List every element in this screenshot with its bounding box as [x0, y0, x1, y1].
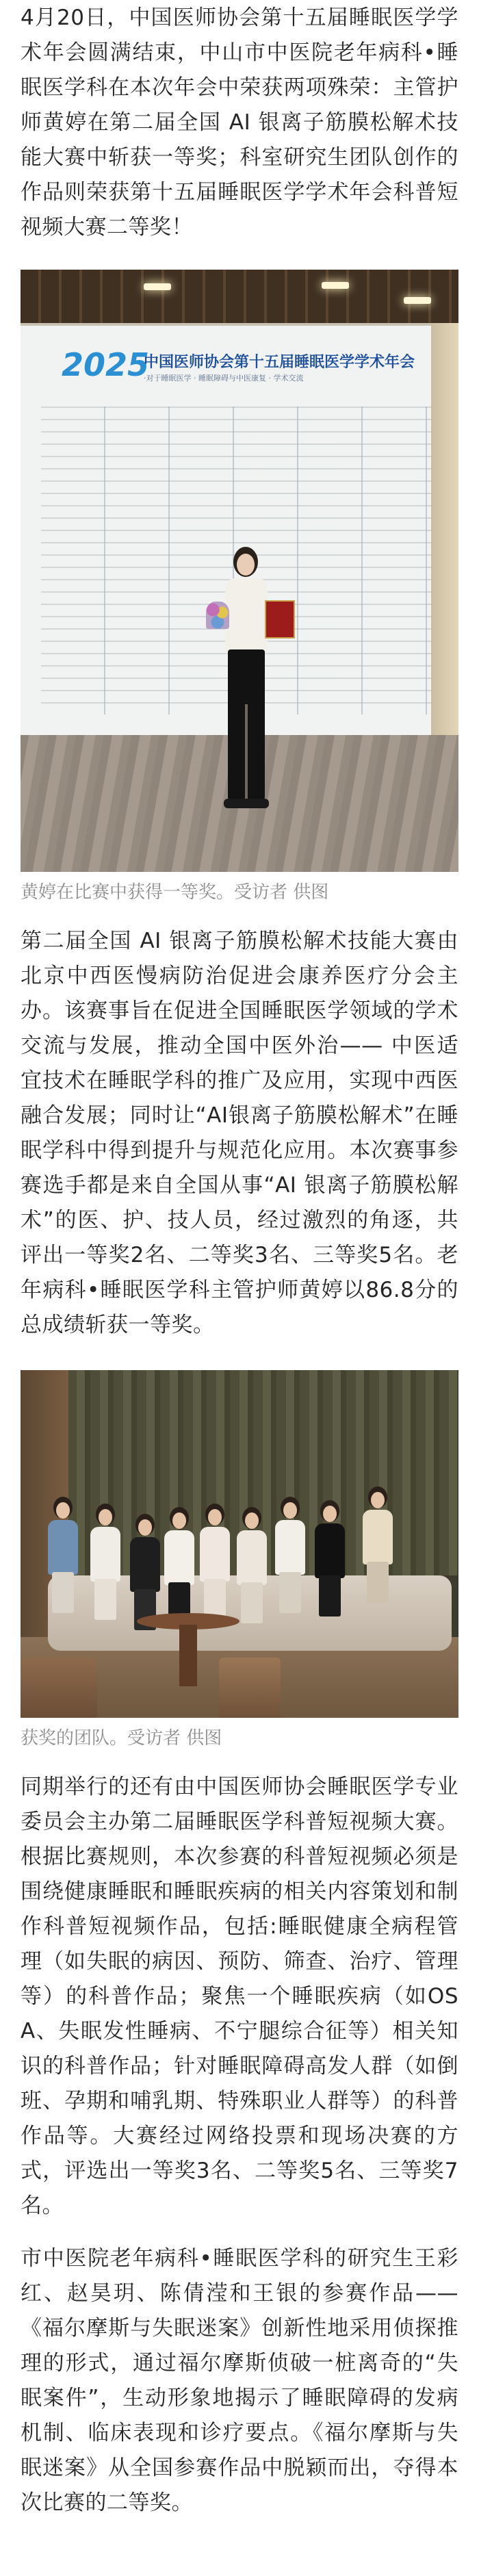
shoes [224, 799, 269, 808]
pillar [431, 323, 458, 747]
ceiling-light [144, 283, 171, 290]
award-winner-figure [216, 547, 277, 821]
banner-year: 2025 [62, 346, 150, 383]
award-winner-photo [21, 270, 458, 872]
photo1-caption: 黄婷在比赛中获得一等奖。受访者 供图 [21, 882, 329, 903]
team-member [90, 1504, 120, 1620]
team-photo [21, 1370, 458, 1718]
wooden-stool [21, 1658, 97, 1718]
table-leg [179, 1625, 197, 1686]
team-member [164, 1507, 194, 1623]
paragraph-video-award: 市中医院老年病科•睡眠医学科的研究生王彩红、赵昊玥、陈倩滢和王银的参赛作品——《福尔摩斯与失眠迷案》创新性地采用侦探推理的形式，通过福尔摩斯侦破一桩离奇的“失眠案件”，生动形象地揭示了睡眠障碍的发病机制、临床表现和诊疗要点。《福尔摩斯与失眠迷案》从全国参赛作品中脱颖而出，夺得本次比赛的二等奖。 [21, 2246, 458, 2515]
team-member [275, 1497, 305, 1613]
team-member [363, 1486, 393, 1603]
banner-subtitle: ·对于睡眠医学 · 睡眠障碍与中医康复 · 学术交流 [144, 374, 304, 383]
team-member [48, 1497, 78, 1613]
bouquet-icon [206, 602, 229, 629]
paragraph-video-contest: 同期举行的还有由中国医师协会睡眠医学专业委员会主办第二届睡眠医学科普短视频大赛。根据比赛规则，本次参赛的科普短视频必须是围绕健康睡眠和睡眠疾病的相关内容策划和制作科普短视频作品，包括:睡眠健康全病程管理（如失眠的病因、预防、筛查、治疗、管理等）的科普作品；聚焦一个睡眠疾病（如OSA、失眠发性睡病、不宁腿综合征等）相关知识的科普作品；针对睡眠障碍高发人群（如倒班、孕期和哺乳期、特殊职业人群等）的科普作品等。大赛经过网络投票和现场决赛的方式，评选出一等奖3名、二等奖5名、三等奖7名。 [21, 1775, 458, 2218]
team-member [200, 1504, 230, 1620]
team-member [237, 1507, 267, 1623]
ceiling-light [322, 282, 349, 289]
backdrop-banner [62, 345, 445, 393]
leg-gap [245, 704, 248, 800]
team-member [130, 1514, 160, 1630]
face [237, 554, 255, 576]
ceiling [21, 270, 458, 323]
white-top [225, 578, 268, 654]
photo2-caption: 获奖的团队。受访者 供图 [21, 1728, 222, 1749]
banner-title: 中国医师协会第十五届睡眠医学学术年会 [144, 354, 415, 371]
wooden-stool [219, 1658, 281, 1718]
team-member [315, 1500, 345, 1617]
paragraph-competition: 第二届全国 AI 银离子筋膜松解术技能大赛由北京中西医慢病防治促进会康养医疗分会主办。该赛事旨在促进全国睡眠医学领域的学术交流与发展，推动全国中医外治—— 中医适宜技术在睡眠学科的推广及应用，实现中西医融合发展；同时让“AI银离子筋膜松解术”在睡眠学科中得到提升与规范化应用。本次赛事参赛选手都是来自全国从事“AI 银离子筋膜松解术”的医、护、技人员，经过激烈的角逐，共评出一等奖2名、二等奖3名、三等奖5名。老年病科•睡眠医学科主管护师黄婷以86.8分的总成绩斩获一等奖。 [21, 929, 458, 1337]
certificate-icon [265, 600, 295, 639]
paragraph-intro: 4月20日，中国医师协会第十五届睡眠医学学术年会圆满结束，中山市中医院老年病科•睡眠医学科在本次年会中荣获两项殊荣：主管护师黄婷在第二届全国 AI 银离子筋膜松解术技能大赛中斩获一等奖；科室研究生团队创作的作品则荣获第十五届睡眠医学学术年会科普短视频大赛二等奖！ [21, 5, 458, 240]
ceiling-light [404, 297, 431, 304]
